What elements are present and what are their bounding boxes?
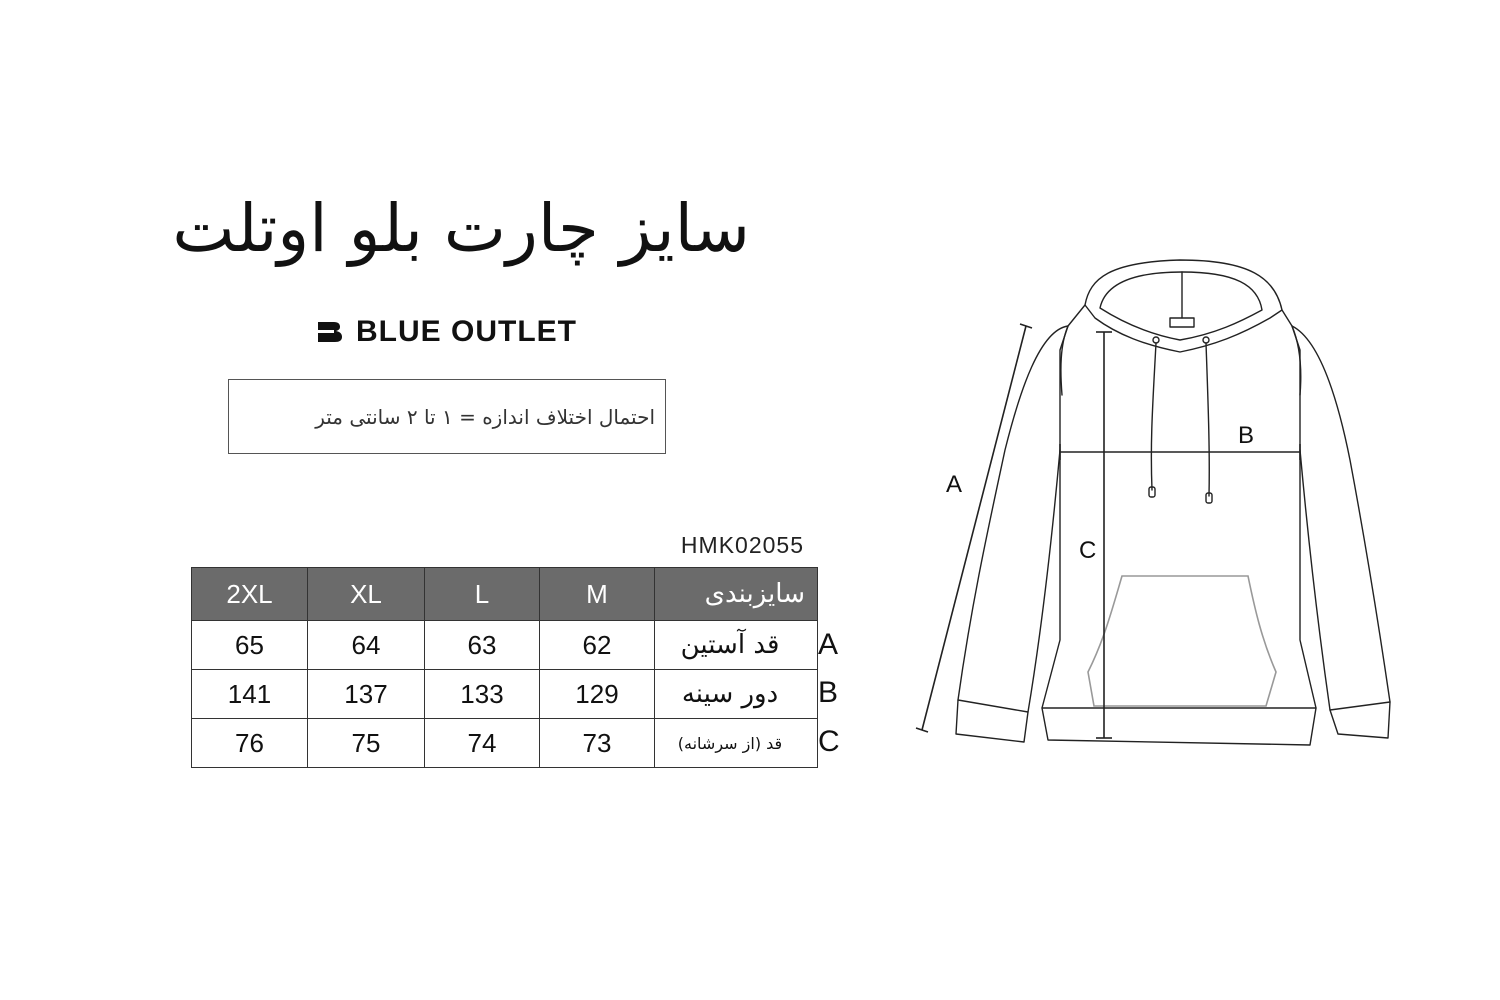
table-cell: 129 (540, 670, 655, 719)
brand (316, 312, 577, 352)
table-row (192, 670, 818, 719)
left-cuff (958, 700, 1028, 712)
eyelet-left (1153, 337, 1159, 343)
right-cuff (1330, 702, 1390, 710)
row-letter-c: C (818, 725, 840, 758)
table-row (192, 621, 818, 670)
drawstring-left (1151, 343, 1156, 490)
eyelet-right (1203, 337, 1209, 343)
row-label-chest: دور سینه (655, 670, 818, 719)
dim-label-a: A (946, 471, 963, 498)
size-header-m: M (540, 568, 655, 621)
tolerance-note-text: احتمال اختلاف اندازه = ۱ تا ۲ سانتی متر (315, 404, 655, 429)
table-cell: 74 (425, 719, 540, 768)
dim-label-b: B (1238, 422, 1255, 449)
table-header-row (192, 568, 818, 621)
row-letter-b: B (818, 676, 839, 709)
left-shoulder-seam (1061, 326, 1068, 395)
hoodie-diagram (900, 250, 1400, 770)
size-header-2xl: 2XL (192, 568, 308, 621)
hood-inner (1100, 272, 1262, 340)
right-sleeve (1292, 326, 1390, 738)
table-cell: 133 (425, 670, 540, 719)
label-tag (1170, 318, 1194, 327)
row-letter-a: A (818, 628, 839, 661)
drawstring-right (1206, 343, 1209, 496)
table-cell: 62 (540, 621, 655, 670)
row-label-sleeve-length: قد آستین (655, 621, 818, 670)
kangaroo-pocket (1088, 576, 1276, 706)
blue-outlet-b-logo (316, 320, 344, 344)
table-cell: 73 (540, 719, 655, 768)
product-code: HMK02055 (680, 532, 804, 558)
dim-label-c: C (1079, 537, 1097, 564)
table-cell: 64 (308, 621, 425, 670)
sizing-header: سایزبندی (655, 568, 818, 621)
size-header-xl: XL (308, 568, 425, 621)
table-row (192, 719, 818, 768)
body-outline (1042, 305, 1316, 745)
table-cell: 65 (192, 621, 308, 670)
row-label-length: قد (از سرشانه) (655, 719, 818, 768)
table-cell: 137 (308, 670, 425, 719)
table-cell: 141 (192, 670, 308, 719)
brand-name: BLUE OUTLET (356, 315, 577, 348)
measure-line-a (922, 326, 1026, 730)
hood-outline (1085, 260, 1282, 352)
tolerance-note (228, 379, 666, 454)
size-table (191, 567, 818, 768)
table-cell: 75 (308, 719, 425, 768)
size-header-l: L (425, 568, 540, 621)
table-cell: 63 (425, 621, 540, 670)
table-cell: 76 (192, 719, 308, 768)
page-title: سایز چارت بلو اوتلت (172, 190, 750, 267)
